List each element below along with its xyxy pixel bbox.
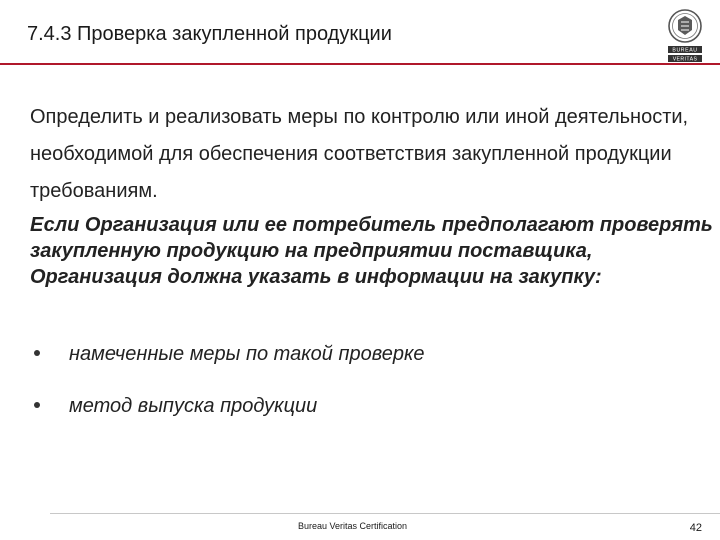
bullet-dot-icon — [34, 350, 40, 356]
bureau-veritas-logo — [665, 8, 705, 64]
emphasis-paragraph: Если Организация или ее потребитель предполагают проверять закупленную продукцию на предприятии поставщика, Организация должна указать в информации на закупку: — [30, 214, 713, 288]
bullet-dot-icon — [34, 402, 40, 408]
page-number: 42 — [689, 522, 702, 534]
body-paragraph: Определить и реализовать меры по контролю или иной деятельности, необходимой для обеспечения соответствия закупленной продукции требованиям. — [30, 106, 689, 202]
logo-line1: BUREAU — [672, 47, 698, 54]
bullet-item — [30, 388, 425, 440]
title-divider — [0, 63, 720, 65]
logo-line2: VERITAS — [672, 56, 698, 63]
slide-title: 7.4.3 Проверка закупленной продукции — [27, 23, 392, 45]
footer-divider — [50, 513, 720, 514]
seal-icon — [665, 8, 705, 64]
bullet-item — [30, 336, 425, 388]
bullet-text: намеченные меры по такой проверке — [69, 343, 425, 365]
bullet-text: метод выпуска продукции — [69, 395, 318, 417]
bullet-list — [30, 336, 425, 440]
footer-label: Bureau Veritas Certification — [298, 521, 408, 531]
